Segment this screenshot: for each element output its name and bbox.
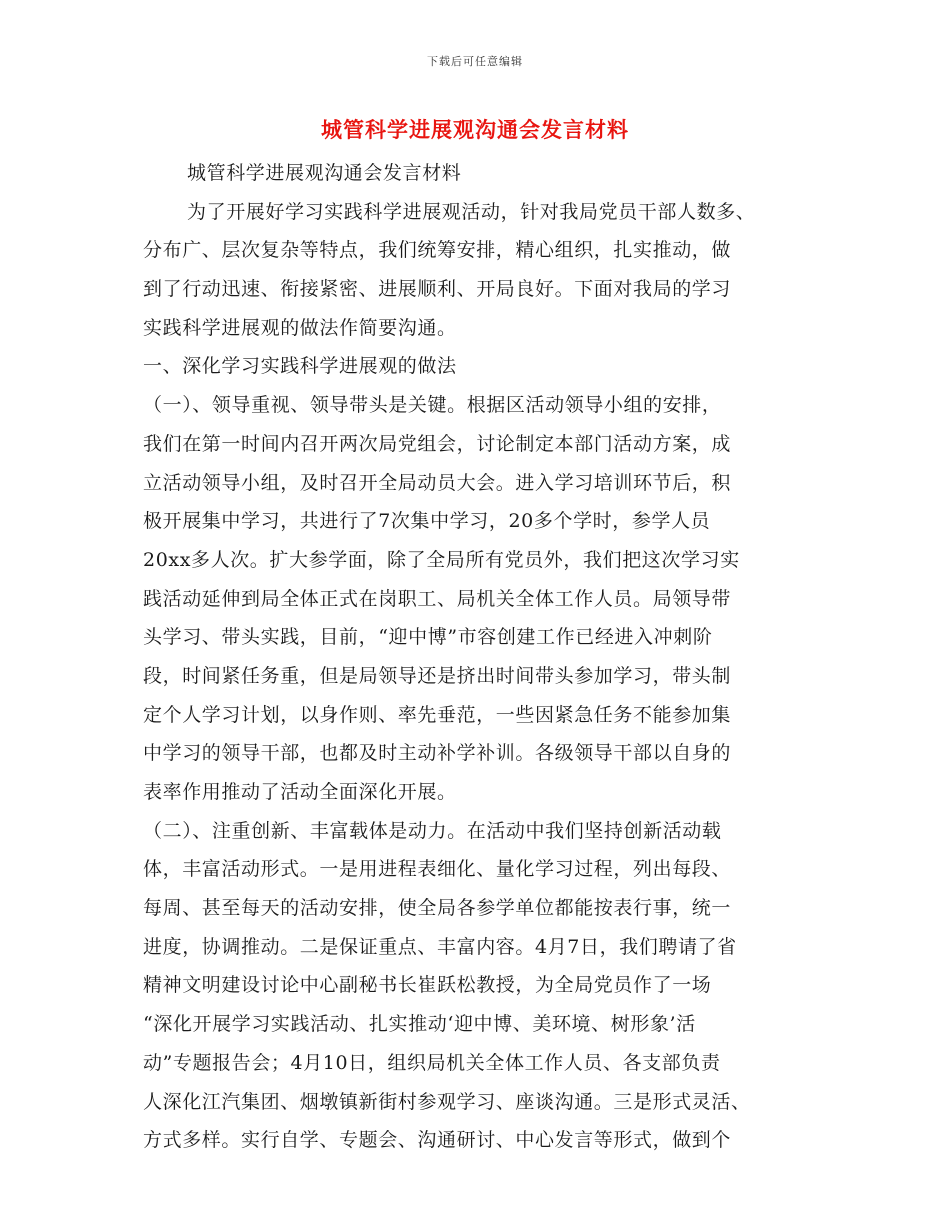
text-line: 人深化江汽集团、烟墩镇新街村参观学习、座谈沟通。三是形式灵活、 — [143, 1090, 751, 1113]
document-title: 城管科学进展观沟通会发言材料 — [321, 117, 629, 142]
text-line: 分布广、层次复杂等特点，我们统筹安排，精心组织，扎实推动，做 — [143, 239, 732, 262]
text-line: 20xx多人次。扩大参学面，除了全局所有党员外，我们把这次学习实 — [143, 548, 740, 571]
text-line: 中学习的领导干部，也都及时主动补学补训。各级领导干部以自身的 — [143, 742, 732, 765]
text-line: 进度，协调推动。二是保证重点、丰富内容。4月7日，我们聘请了省 — [143, 935, 737, 958]
text-line: 一、深化学习实践科学进展观的做法 — [143, 355, 457, 378]
text-line: 极开展集中学习，共进行了7次集中学习，20多个学时，参学人员 — [143, 510, 711, 533]
text-line: 段，时间紧任务重，但是局领导还是挤出时间带头参加学习，带头制 — [143, 664, 732, 687]
text-line: 方式多样。实行自学、专题会、沟通研讨、中心发言等形式，做到个 — [143, 1129, 732, 1152]
text-line: （二）、注重创新、丰富载体是动力。在活动中我们坚持创新活动载 — [143, 819, 722, 842]
text-line: 立活动领导小组，及时召开全局动员大会。进入学习培训环节后，积 — [143, 471, 732, 494]
text-line: 每周、甚至每天的活动安排，使全局各参学单位都能按表行事，统一 — [143, 897, 732, 920]
text-line: 动”专题报告会；4月10日，组织局机关全体工作人员、各支部负责 — [143, 1051, 721, 1074]
text-line: 头学习、带头实践，目前，“迎中博”市容创建工作已经进入冲刺阶 — [143, 626, 713, 649]
text-line: 践活动延伸到局全体正式在岗职工、局机关全体工作人员。局领导带 — [143, 587, 732, 610]
body-text — [143, 154, 813, 1160]
text-line: “深化开展学习实践活动、扎实推动‘迎中博、美环境、树形象’活 — [143, 1013, 696, 1036]
text-line: （一）、领导重视、领导带头是关键。根据区活动领导小组的安排， — [143, 394, 722, 417]
text-line: 城管科学进展观沟通会发言材料 — [187, 162, 462, 184]
text-line: 到了行动迅速、衔接紧密、进展顺利、开局良好。下面对我局的学习 — [143, 278, 732, 301]
text-line: 表率作用推动了活动全面深化开展。 — [143, 781, 457, 803]
header-note: 下载后可任意编辑 — [427, 55, 523, 68]
text-line: 定个人学习计划，以身作则、率先垂范，一些因紧急任务不能参加集 — [143, 703, 732, 726]
text-line: 我们在第一时间内召开两次局党组会，讨论制定本部门活动方案，成 — [143, 432, 732, 455]
text-line: 精神文明建设讨论中心副秘书长崔跃松教授，为全局党员作了一场 — [143, 974, 712, 997]
text-line: 为了开展好学习实践科学进展观活动，针对我局党员干部人数多、 — [187, 200, 756, 223]
text-line: 实践科学进展观的做法作简要沟通。 — [143, 316, 457, 339]
text-line: 体，丰富活动形式。一是用进程表细化、量化学习过程，列出每段、 — [143, 858, 732, 881]
